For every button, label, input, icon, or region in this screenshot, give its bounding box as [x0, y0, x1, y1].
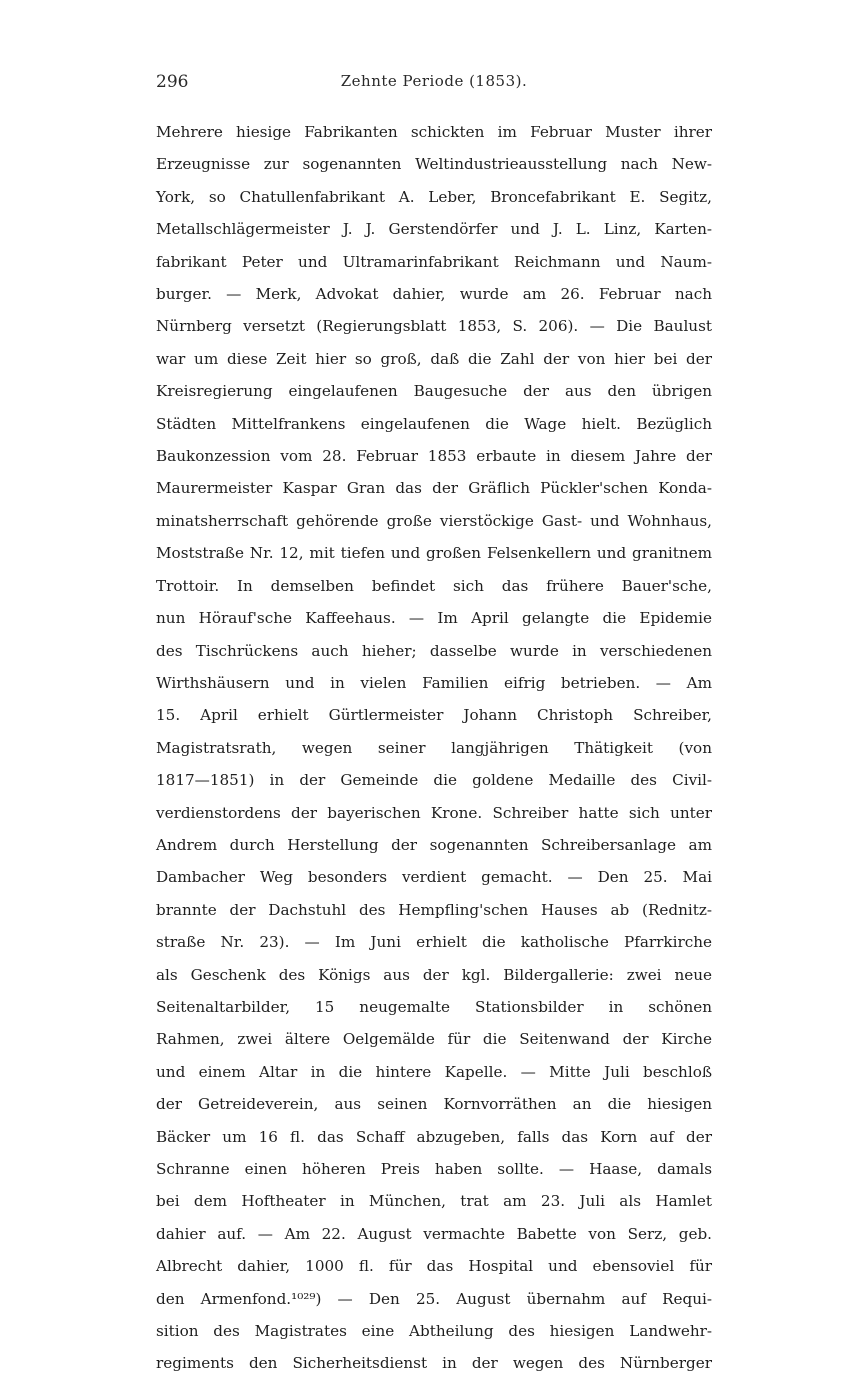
text-line: Wirthshäusern und in vielen Familien eifrig betrieben. — Am — [156, 673, 712, 692]
text-line: verdienstordens der bayerischen Krone. Schreiber hatte sich unter — [156, 803, 712, 822]
text-line: nun Hörauf'sche Kaffeehaus. — Im April gelangte die Epidemie — [156, 609, 712, 628]
text-line: Städten Mittelfrankens eingelaufenen die Wage hielt. Bezüglich — [156, 414, 712, 433]
text-line: Magistratsrath, wegen seiner langjährigen Thätigkeit (von — [156, 738, 712, 757]
text-line: Nürnberg versetzt (Regierungsblatt 1853, S. 206). — Die Baulust — [156, 317, 712, 336]
text-line: Mehrere hiesige Fabrikanten schickten im Februar Muster ihrer — [156, 123, 712, 141]
text-line: dahier auf. — Am 22. August vermachte Babette von Serz, geb. — [156, 1224, 712, 1243]
text-line: der Getreideverein, aus seinen Kornvorräthen an die hiesigen — [156, 1095, 712, 1114]
text-line: Dambacher Weg besonders verdient gemacht. — Den 25. Mai — [156, 868, 712, 887]
text-line: Rahmen, zwei ältere Oelgemälde für die Seitenwand der Kirche — [156, 1030, 712, 1049]
text-line: 1817—1851) in der Gemeinde die goldene Medaille des Civil- — [156, 771, 712, 790]
page-header — [156, 72, 712, 102]
text-line: Andrem durch Herstellung der sogenannten Schreibersanlage am — [156, 835, 712, 854]
text-line: Seitenaltarbilder, 15 neugemalte Stationsbilder in schönen — [156, 997, 712, 1016]
text-line: brannte der Dachstuhl des Hempfling'schen Hauses ab (Rednitz- — [156, 900, 712, 919]
running-title: Zehnte Periode (1853). — [340, 72, 528, 90]
text-line: regiments den Sicherheitsdienst in der wegen des Nürnberger — [156, 1354, 712, 1373]
text-line: Bäcker um 16 fl. das Schaff abzugeben, falls das Korn auf der — [156, 1127, 712, 1146]
text-line: den Armenfond.¹⁰²⁹) — Den 25. August übernahm auf Requi- — [156, 1289, 712, 1308]
text-line: 15. April erhielt Gürtlermeister Johann Christoph Schreiber, — [156, 706, 712, 725]
text-line: Schranne einen höheren Preis haben sollte. — Haase, damals — [156, 1160, 712, 1178]
text-line: Moststraße Nr. 12, mit tiefen und großen Felsenkellern und granitnem — [156, 544, 712, 563]
text-line: sition des Magistrates eine Abtheilung des hiesigen Landwehr- — [156, 1322, 712, 1341]
text-line: Baukonzession vom 28. Februar 1853 erbaute in diesem Jahre der — [156, 447, 712, 466]
text-line: Metallschlägermeister J. J. Gerstendörfer und J. L. Linz, Karten- — [156, 220, 712, 239]
text-line: und einem Altar in die hintere Kapelle. — Mitte Juli beschloß — [156, 1062, 712, 1081]
body-text — [156, 116, 712, 1380]
text-line: bei dem Hoftheater in München, trat am 23. Juli als Hamlet — [156, 1192, 712, 1211]
text-line: burger. — Merk, Advokat dahier, wurde am 26. Februar nach — [156, 285, 712, 304]
text-line: Maurermeister Kaspar Gran das der Gräflich Pückler'schen Konda- — [156, 479, 712, 498]
text-line: Trottoir. In demselben befindet sich das frühere Bauer'sche, — [156, 576, 712, 595]
text-line: als Geschenk des Königs aus der kgl. Bildergallerie: zwei neue — [156, 965, 712, 984]
text-line: war um diese Zeit hier so groß, daß die Zahl der von hier bei der — [156, 349, 712, 368]
text-line: Erzeugnisse zur sogenannten Weltindustrieausstellung nach New- — [156, 155, 712, 174]
text-line: des Tischrückens auch hieher; dasselbe wurde in verschiedenen — [156, 641, 712, 660]
text-line: fabrikant Peter und Ultramarinfabrikant Reichmann und Naum- — [156, 252, 712, 271]
page-number: 296 — [156, 72, 189, 92]
text-line: York, so Chatullenfabrikant A. Leber, Broncefabrikant E. Segitz, — [156, 187, 712, 206]
text-line: minatsherrschaft gehörende große vierstöckige Gast- und Wohnhaus, — [156, 511, 712, 530]
text-line: straße Nr. 23). — Im Juni erhielt die katholische Pfarrkirche — [156, 933, 712, 952]
text-line: Kreisregierung eingelaufenen Baugesuche der aus den übrigen — [156, 382, 712, 401]
text-line: Albrecht dahier, 1000 fl. für das Hospital und ebensoviel für — [156, 1257, 712, 1276]
